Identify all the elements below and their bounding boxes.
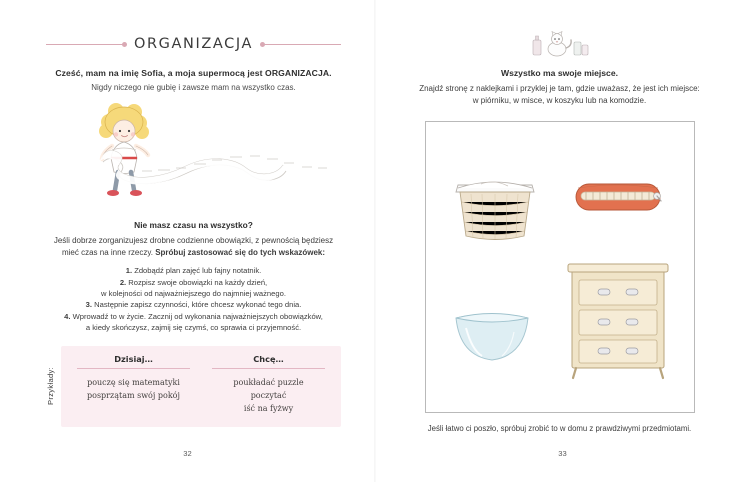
tip-line [59,277,329,288]
example-line: posprzątam swój pokój [87,390,180,400]
wicker-basket [456,182,534,240]
sticker-placement-frame[interactable] [425,121,695,413]
tip-line [59,265,329,276]
column-header: Dzisiaj… [114,353,153,364]
example-line: poukładać puzzle [233,377,304,387]
tip-number: 4. [64,311,71,321]
title-rule-left [46,44,124,45]
dresser [568,264,668,378]
right-page [375,0,750,482]
column-header: Chcę… [253,353,284,364]
column-underline [77,368,190,369]
column-underline [212,368,325,369]
girl-with-long-checklist-illustration [46,98,341,216]
example-line: pouczę się matematyki [87,377,180,387]
chapter-title-row [46,36,341,52]
example-line: poczytać [250,390,287,400]
page-number-left: 32 [183,449,192,458]
glass-bowl [456,314,528,361]
right-footer-text: Jeśli łatwo ci poszło, spróbuj zrobić to w domu z prawdziwymi przedmiotami. [427,424,692,433]
intro-sub-text: Nigdy niczego nie gubię i zawsze mam na wszystko czas. [91,83,296,92]
tip-line [59,322,329,333]
examples-label: Przykłady: [46,367,55,406]
section-body [46,235,341,258]
cat-and-bottles-vignette [409,28,710,58]
tip-text: a kiedy skończysz, zajmij się czymś, co sprawia ci przyjemność. [85,323,302,333]
section-body-line-1: Jeśli dobrze zorganizujesz drobne codzienne obowiązki, z pewnością będziesz [53,236,334,245]
tip-number: 2. [119,277,127,287]
title-rule-right [263,44,341,45]
tip-number: 1. [125,266,133,276]
tip-text: Zdobądź plan zajęć lub fajny notatnik. [134,266,262,276]
section-body-line-2: mieć czas na inne rzeczy. [61,247,153,257]
examples-column-today [71,354,196,416]
tip-text: Następnie zapisz czynności, które chcesz wykonać tego dnia. [94,300,302,310]
right-body-line-2: w piórniku, w misce, w koszyku lub na komodzie. [472,96,647,105]
examples-column-want [206,354,331,416]
page-number-right: 33 [558,449,567,458]
tip-line [59,311,329,322]
section-heading: Nie masz czasu na wszystko? [134,220,253,230]
right-body [409,83,710,107]
tip-number: 3. [85,300,92,310]
pencil-case [576,184,661,210]
right-heading: Wszystko ma swoje miejsce. [500,68,619,78]
section-body-bold: Spróbuj zastosować się do tych wskazówek: [155,247,326,257]
examples-box [61,346,341,428]
right-body-line-1: Znajdź stronę z naklejkami i przyklej je tam, gdzie uważasz, że jest ich miejsce: [419,84,700,93]
tips-list [59,265,329,333]
tip-text: Wprowadź to w życie. Zacznij od wykonania najważniejszych obowiązków, [72,311,323,321]
tip-text: Rozpisz swoje obowiązki na każdy dzień, [128,277,268,287]
page-title: ORGANIZACJA [133,36,254,52]
tip-line [59,299,329,310]
intro-bold-text: Cześć, mam na imię Sofia, a moja supermocą jest ORGANIZACJA. [55,68,332,78]
example-line: iść na fyżwy [243,403,294,413]
tip-line [59,288,329,299]
examples-section [46,346,341,428]
tip-text: w kolejności od najważniejszego do najmniej ważnego. [101,288,286,298]
